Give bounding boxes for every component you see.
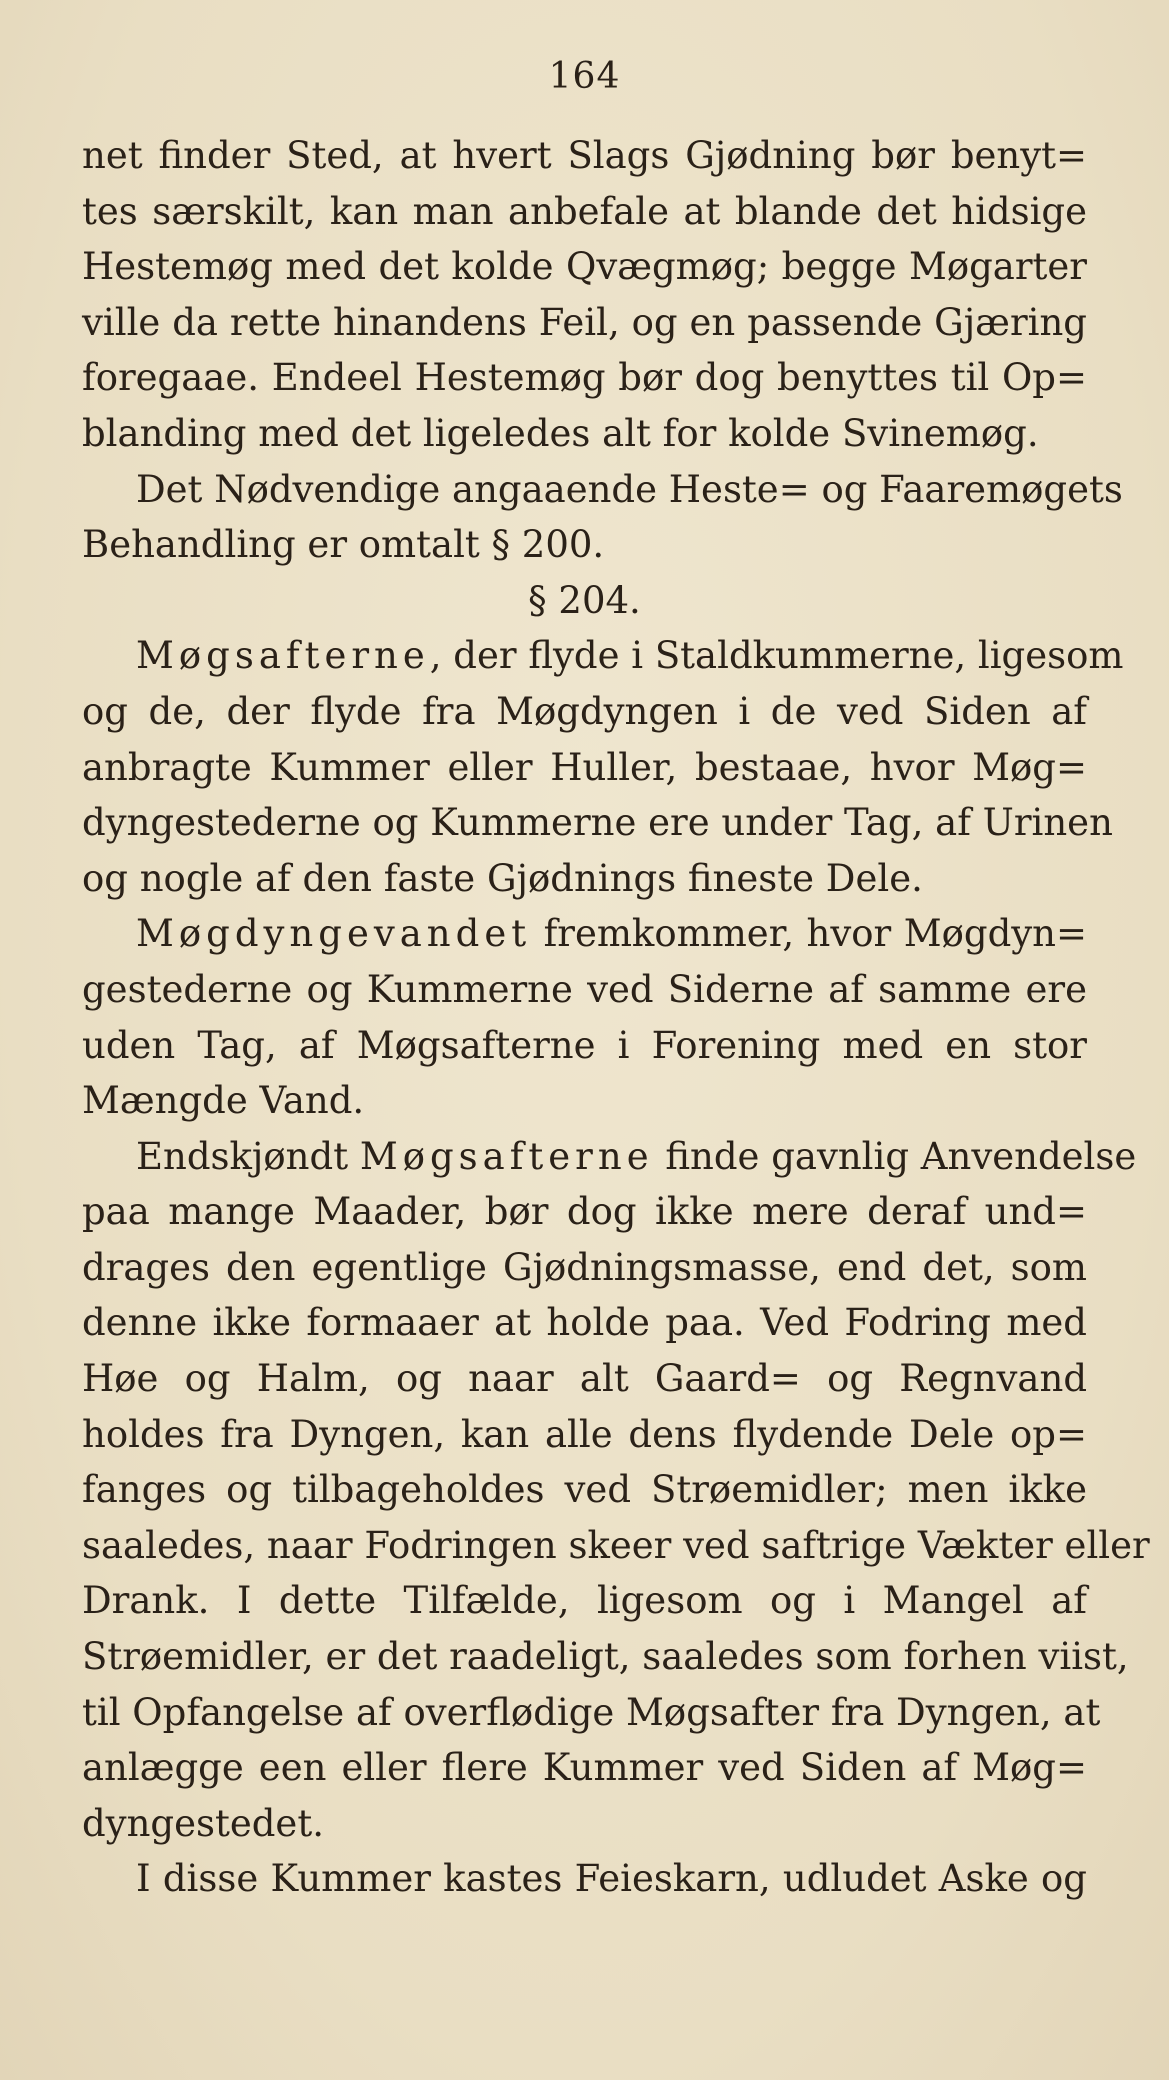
text-line: paa mange Maader, bør dog ikke mere deraf und= <box>82 1190 1087 1234</box>
text-line: dyngestedet. <box>82 1801 324 1845</box>
text-line: tes særskilt, kan man anbefale at blande det hidsige <box>82 189 1087 233</box>
text-line: gestederne og Kummerne ved Siderne af samme ere <box>82 967 1087 1011</box>
text-line: dyngestederne og Kummerne ere under Tag, af Urinen <box>82 801 1113 845</box>
text-line: anlægge een eller flere Kummer ved Siden af Møg= <box>82 1746 1087 1790</box>
text-line: drages den egentlige Gjødningsmasse, end det, som <box>82 1245 1087 1289</box>
line-rest: fremkommer, hvor Møgdyn= <box>531 912 1087 956</box>
text-line <box>82 628 1124 684</box>
text-line: saaledes, naar Fodringen skeer ved saftrige Vækter eller <box>82 1523 1150 1567</box>
text-line: Hestemøg med det kolde Qvægmøg; begge Møgarter <box>82 245 1087 289</box>
text-line <box>82 906 1087 962</box>
text-line: uden Tag, af Møgsafterne i Forening med en stor <box>82 1023 1087 1067</box>
text-line: Drank. I dette Tilfælde, ligesom og i Mangel af <box>82 1579 1087 1623</box>
line-start: Endskjøndt <box>136 1134 360 1178</box>
text-line: fanges og tilbageholdes ved Strøemidler; men ikke <box>82 1468 1087 1512</box>
text-line: Strøemidler, er det raadeligt, saaledes som forhen viist, <box>82 1635 1129 1679</box>
text-line: ville da rette hinandens Feil, og en passende Gjæring <box>82 300 1087 344</box>
text-line: blanding med det ligeledes alt for kolde Svinemøg. <box>82 411 1039 455</box>
text-line: til Opfangelse af overflødige Møgsafter fra Dyngen, at <box>82 1690 1101 1734</box>
text-line: foregaae. Endeel Hestemøg bør dog benyttes til Op= <box>82 356 1087 400</box>
spaced-term: Møgsafterne <box>359 1134 654 1178</box>
text-line: denne ikke formaaer at holde paa. Ved Fodring med <box>82 1301 1087 1345</box>
text-line: Behandling er omtalt § 200. <box>82 523 605 567</box>
line-rest: , der flyde i Staldkummerne, ligesom <box>429 634 1124 678</box>
spaced-term: Møgdyngevandet <box>136 912 532 956</box>
line-rest: finde gavnlig Anvendelse <box>653 1134 1137 1178</box>
section-heading: § 204. <box>528 578 641 622</box>
text-line: Høe og Halm, og naar alt Gaard= og Regnvand <box>82 1357 1087 1401</box>
page-number: 164 <box>548 56 621 97</box>
text-line: anbragte Kummer eller Huller, bestaae, hvor Møg= <box>82 745 1087 789</box>
spaced-term: Møgsafterne <box>136 634 430 678</box>
text-line: Mængde Vand. <box>82 1079 365 1123</box>
text-line: I disse Kummer kastes Feieskarn, udludet Aske og <box>136 1857 1087 1901</box>
text-line: Det Nødvendige angaaende Heste= og Faaremøgets <box>136 467 1123 511</box>
body-text <box>82 128 1150 1907</box>
text-line <box>82 1129 1137 1185</box>
text-line: net finder Sted, at hvert Slags Gjødning bør benyt= <box>82 134 1087 177</box>
text-line: holdes fra Dyngen, kan alle dens flydende Dele op= <box>82 1412 1087 1456</box>
text-line: og de, der flyde fra Møgdyngen i de ved Siden af <box>82 689 1087 733</box>
text-line: og nogle af den faste Gjødnings fineste Dele. <box>82 856 923 900</box>
